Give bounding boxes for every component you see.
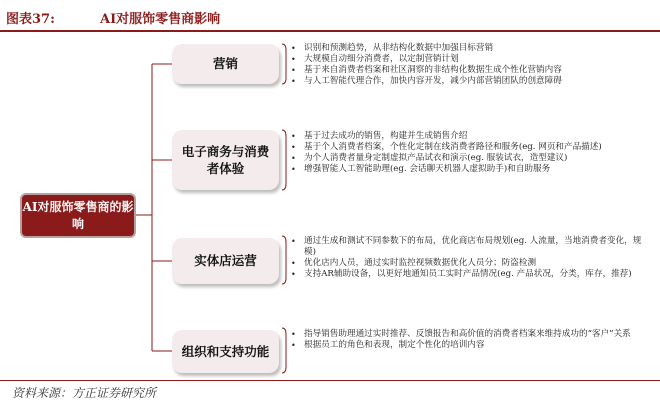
category-marketing: 营销 [172, 44, 279, 84]
bullet-item [288, 142, 650, 153]
category-ecommerce: 电子商务与消费者体验 [172, 130, 279, 190]
bullet-item [288, 236, 650, 258]
bullet-list-org-support [288, 329, 650, 351]
bullet-dot-icon: • [291, 55, 296, 64]
bullet-dot-icon: • [291, 77, 296, 86]
category-store-ops: 实体店运营 [172, 238, 279, 284]
bullet-list-store-ops [288, 236, 650, 280]
bullet-dot-icon: • [291, 341, 296, 350]
bullet-text: 增强智能人工智能助理(eg. 会话聊天机器人虚拟助手)和自助服务 [304, 164, 551, 174]
bullet-dot-icon: • [291, 330, 296, 339]
category-org-support: 组织和支持功能 [172, 330, 279, 373]
bracket-marketing [282, 44, 286, 84]
bullet-dot-icon: • [291, 44, 296, 53]
bracket-store-ops [282, 236, 286, 284]
bullet-dot-icon: • [291, 66, 296, 75]
bullet-item [288, 153, 650, 164]
figure-title: AI对服饰零售商影响 [100, 12, 221, 27]
bullet-text: 为个人消费者量身定制虚拟产品试衣和演示(eg. 服装试衣，造型建议) [304, 153, 568, 163]
bracket-org-support [282, 328, 286, 373]
bullet-item [288, 164, 650, 175]
bullet-text: 指导销售助理通过实时推荐、反馈报告和高价值的消费者档案来维持成功的“客户”关系 [304, 329, 631, 339]
bullet-item [288, 329, 650, 340]
bullet-text: 识别和预测趋势，从非结构化数据中加强目标营销 [304, 43, 494, 53]
bracket-ecommerce [282, 130, 286, 190]
bullet-text: 基于个人消费者档案，个性化定制在线消费者路径和服务(eg. 网页和产品描述) [304, 142, 602, 152]
bullet-text: 优化店内人员，通过实时监控视频数据优化人员分；防盗检测 [304, 258, 537, 268]
bullet-item [288, 340, 650, 351]
bullet-dot-icon: • [291, 237, 296, 246]
bullet-dot-icon: • [291, 165, 296, 174]
bullet-text: 基于过去成功的销售，构建并生成销售介绍 [304, 131, 468, 141]
bullet-text: 基于来自消费者档案和社区洞察的非结构化数据生成个性化营销内容 [304, 65, 562, 75]
bullet-dot-icon: • [291, 270, 296, 279]
center-node: AI对服饰零售商的影响 [20, 193, 136, 238]
connector-trunk [136, 64, 152, 351]
bullet-item [288, 54, 650, 65]
bullet-text: 支持AR辅助设备，以更好地通知员工实时产品情况(eg. 产品状况，分类，库存，推荐) [304, 269, 632, 279]
bullet-item [288, 269, 650, 280]
bullet-item [288, 131, 650, 142]
bullet-text: 与人工智能代理合作，加快内容开发，减少内部营销团队的创意障碍 [304, 76, 562, 86]
bullet-item [288, 258, 650, 269]
bullet-item [288, 65, 650, 76]
bullet-text: 大规模自动细分消费者，以定制营销计划 [304, 54, 459, 64]
bullet-dot-icon: • [291, 143, 296, 152]
bullet-list-ecommerce [288, 131, 650, 175]
bullet-item [288, 76, 650, 87]
bullet-list-marketing [288, 43, 650, 87]
bullet-text: 通过生成和测试不同参数下的布局，优化商店布局规划(eg. 人流量，当地消费者变化，规模) [304, 236, 642, 257]
bullet-dot-icon: • [291, 132, 296, 141]
bullet-dot-icon: • [291, 154, 296, 163]
bullet-dot-icon: • [291, 259, 296, 268]
figure-number: 图表37: [6, 12, 55, 27]
footer-rule [0, 380, 660, 381]
bullet-item [288, 43, 650, 54]
source-note: 资料来源：方正证券研究所 [12, 386, 157, 400]
bullet-text: 根据员工的角色和表现，制定个性化的培训内容 [304, 340, 485, 350]
